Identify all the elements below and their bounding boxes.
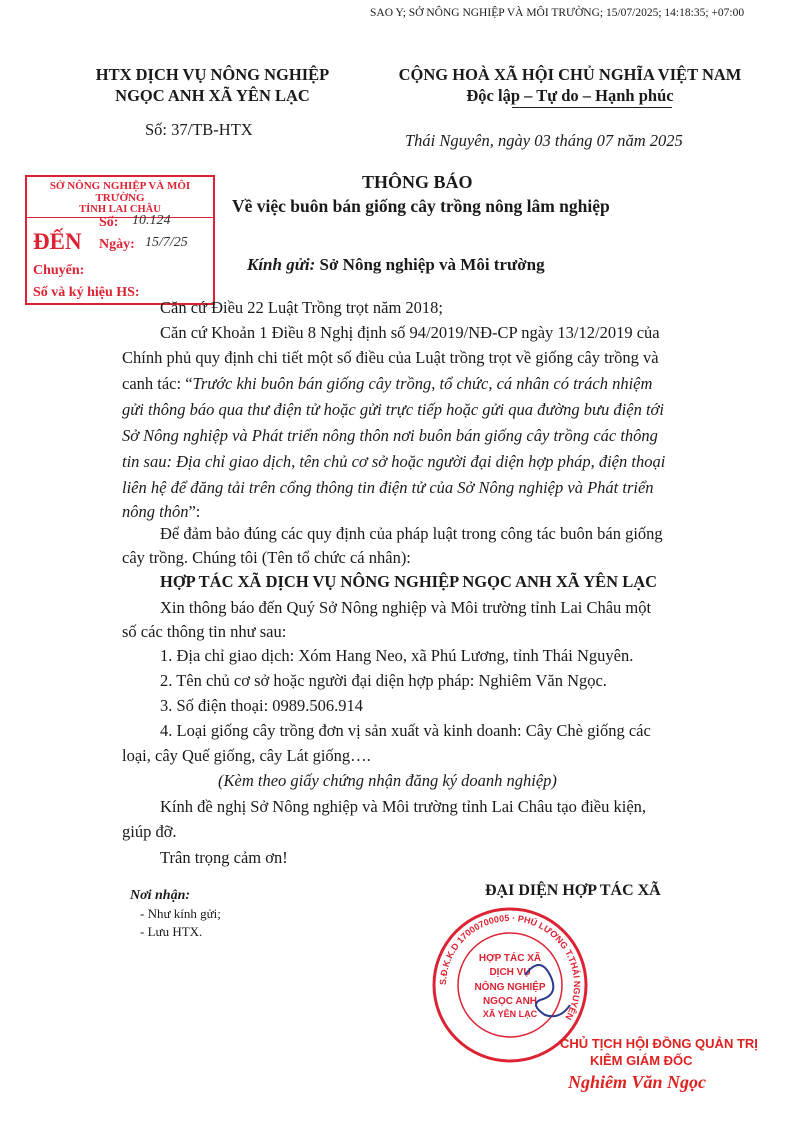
national-header (365, 64, 775, 106)
issuer-line1: HTX DỊCH VỤ NÔNG NGHIỆP (95, 65, 330, 84)
recipient-item: - Như kính gửi; (140, 906, 221, 921)
body-line: Để đảm bảo đúng các quy định của pháp luật trong công tác buôn bán giống (160, 524, 663, 543)
recipients-block (130, 888, 221, 940)
nation-line2: Độc lập – Tự do – Hạnh phúc (466, 86, 674, 105)
body-line: tin sau: Địa chỉ giao dịch, tên chủ cơ sở hoặc người đại diện hợp pháp, điện thoại (122, 452, 666, 471)
body-line: giúp đỡ. (122, 822, 177, 841)
stamp-ngay-value: 15/7/25 (145, 235, 188, 250)
basis-2: Căn cứ Khoản 1 Điều 8 Nghị định số 94/2019/NĐ-CP ngày 13/12/2019 của (160, 323, 660, 342)
seal-ring-text: S.Đ.K.K.D 17000700005 · PHÚ LƯƠNG T.THÁI NGUYÊN (437, 912, 583, 1022)
signer-name: Nghiêm Văn Ngọc (568, 1072, 707, 1092)
attachment-note: (Kèm theo giấy chứng nhận đăng ký doanh nghiệp) (218, 771, 557, 790)
body-line: liên hệ để đăng tải trên cổng thông tin điện tử của Sở Nông nghiệp và Phát triển (122, 478, 654, 497)
stamp-den: ĐẾN (33, 229, 82, 254)
nation-line1: CỘNG HOÀ XÃ HỘI CHỦ NGHĨA VIỆT NAM (398, 65, 742, 84)
recipient-item: - Lưu HTX. (140, 924, 203, 939)
recipient-name: Sở Nông nghiệp và Môi trường (319, 255, 545, 274)
info-address: 1. Địa chỉ giao dịch: Xóm Hang Neo, xã Phú Lương, tỉnh Thái Nguyên. (160, 646, 634, 665)
info-phone: 3. Số điện thoại: 0989.506.914 (160, 696, 364, 715)
body-line: Sở Nông nghiệp và Phát triển nông thôn nơi buôn bán giống cây trồng các thông (122, 426, 658, 445)
stamp-province: TỈNH LAI CHÂU (27, 204, 213, 218)
stamp-so-label: Số: (99, 215, 119, 230)
stamp-so-value: 10.124 (132, 213, 171, 228)
stamp-kyhieu: Số và ký hiệu HS: (33, 285, 140, 300)
cooperative-name: HỢP TÁC XÃ DỊCH VỤ NÔNG NGHIỆP NGỌC ANH XÃ YÊN LẠC (160, 572, 658, 591)
body-line: nông thôn”: (122, 502, 201, 521)
closing: Trân trọng cảm ơn! (160, 848, 288, 867)
stamp-chuyen: Chuyển: (33, 263, 85, 278)
info-representative: 2. Tên chủ cơ sở hoặc người đại diện hợp pháp: Nghiêm Văn Ngọc. (160, 671, 607, 690)
doc-subtitle: Về việc buôn bán giống cây trồng nông lâm nghiệp (232, 196, 610, 216)
doc-title: THÔNG BÁO (362, 172, 473, 192)
body-line: số các thông tin như sau: (122, 622, 287, 641)
body-line: canh tác: “Trước khi buôn bán giống cây trồng, tổ chức, cá nhân có trách nhiệm (122, 374, 653, 393)
issuer-header (70, 64, 355, 106)
seal-line5: XÃ YÊN LẠC (482, 1009, 538, 1019)
issuer-line2: NGỌC ANH XÃ YÊN LẠC (115, 86, 310, 105)
digital-copy-note: SAO Y; SỞ NÔNG NGHIỆP VÀ MÔI TRƯỜNG; 15/07/2025; 14:18:35; +07:00 (370, 7, 745, 19)
body-line: cây trồng. Chúng tôi (Tên tổ chức cá nhân): (122, 548, 411, 567)
recipient-label: Kính gửi: (247, 255, 316, 274)
recipients-label: Nơi nhận: (130, 888, 191, 903)
body-line: gửi thông báo qua thư điện tử hoặc gửi trực tiếp hoặc gửi qua đường bưu điện tới (122, 400, 664, 419)
document-number: Số: 37/TB-HTX (145, 120, 253, 139)
place-date: Thái Nguyên, ngày 03 tháng 07 năm 2025 (405, 131, 683, 150)
body-line: loại, cây Quế giống, cây Lát giống…. (122, 746, 371, 765)
info-varieties: 4. Loại giống cây trồng đơn vị sản xuất và kinh doanh: Cây Chè giống các (160, 721, 651, 740)
seal-line4: NGỌC ANH (482, 996, 538, 1007)
received-stamp (25, 175, 215, 305)
seal-line2: DỊCH VỤ (489, 967, 531, 978)
body-line: Chính phủ quy định chi tiết một số điều của Luật trồng trọt về giống cây trồng và (122, 348, 659, 367)
body-line: Kính đề nghị Sở Nông nghiệp và Môi trường tỉnh Lai Châu tạo điều kiện, (160, 797, 647, 816)
signer-title2: KIÊM GIÁM ĐỐC (590, 1053, 693, 1068)
body-line: Xin thông báo đến Quý Sở Nông nghiệp và Môi trường tỉnh Lai Châu một (160, 598, 652, 617)
signer-title1: CHỦ TỊCH HỘI ĐỒNG QUẢN TRỊ (560, 1036, 758, 1051)
seal-line1: HỢP TÁC XÃ (478, 953, 542, 964)
stamp-agency: SỞ NÔNG NGHIỆP VÀ MÔI TRƯỜNG (49, 180, 191, 204)
seal-line3: NÔNG NGHIỆP (474, 982, 546, 993)
motto-underline (512, 107, 672, 108)
stamp-ngay-label: Ngày: (99, 237, 135, 252)
basis-1: Căn cứ Điều 22 Luật Trồng trọt năm 2018; (160, 298, 444, 317)
recipient-line (247, 255, 545, 275)
signature-heading: ĐẠI DIỆN HỢP TÁC XÃ (485, 882, 661, 899)
